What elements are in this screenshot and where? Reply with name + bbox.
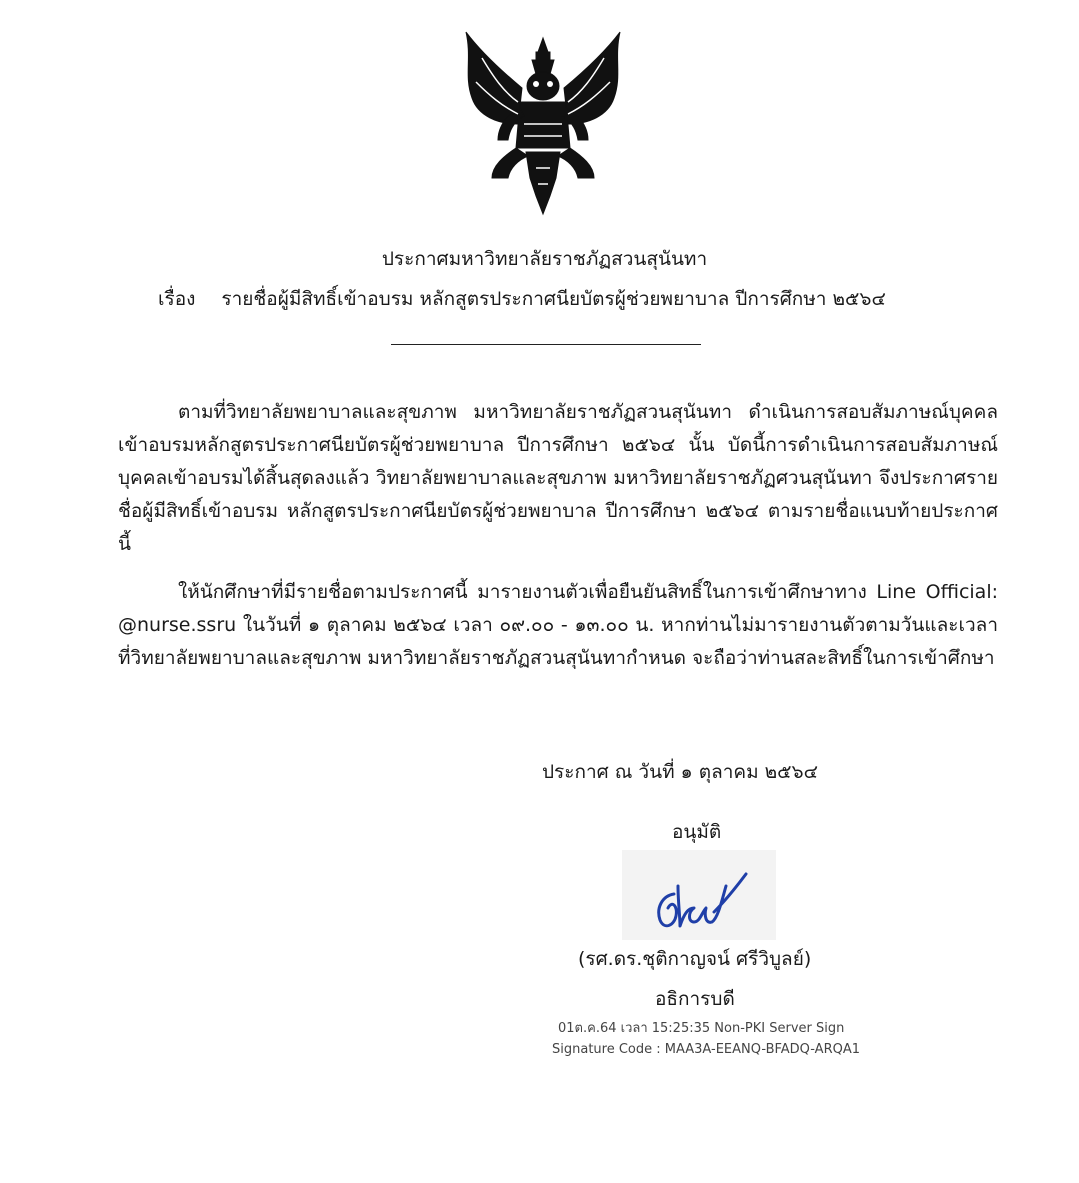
signer-position: อธิการบดี xyxy=(655,988,735,1010)
body-paragraph-2: ให้นักศึกษาที่มีรายชื่อตามประกาศนี้ มารายงานตัวเพื่อยืนยันสิทธิ์ในการเข้าศึกษาทาง Line Official: @nurse.ssru ในวันที่ ๑ ตุลาคม ๒๕๖๔ เวลา ๐๙.๐๐ - ๑๓.๐๐ น. หากท่านไม่มารายงานตัวตามวันและเวลาที่วิทยาลัยพยาบาลและสุขภาพ มหาวิทยาลัยราชภัฏสวนสุนันทากำหนด จะถือว่าท่านสละสิทธิ์ในการเข้าศึกษา xyxy=(118,581,998,669)
subject-text: รายชื่อผู้มีสิทธิ์เข้าอบรม หลักสูตรประกาศนียบัตรผู้ช่วยพยาบาล ปีการศึกษา ๒๕๖๔ xyxy=(221,288,886,310)
approve-label: อนุมัติ xyxy=(672,821,722,843)
handwritten-signature-icon xyxy=(622,850,776,940)
announcement-title: ประกาศมหาวิทยาลัยราชภัฏสวนสุนันทา xyxy=(381,248,708,270)
signature-area xyxy=(622,850,776,940)
divider xyxy=(391,344,701,345)
sign-timestamp: 01ต.ค.64 เวลา 15:25:35 Non-PKI Server Sign xyxy=(558,1021,845,1036)
body-paragraph-1: ตามที่วิทยาลัยพยาบาลและสุขภาพ มหาวิทยาลัยราชภัฏสวนสุนันทา ดำเนินการสอบสัมภาษณ์บุคคลเข้าอบรมหลักสูตรประกาศนียบัตรผู้ช่วยพยาบาล ปีการศึกษา ๒๕๖๔ นั้น บัดนี้การดำเนินการสอบสัมภาษณ์บุคคลเข้าอบรมได้สิ้นสุดลงแล้ว วิทยาลัยพยาบาลและสุขภาพ มหาวิทยาลัยราชภัฏศวนสุนันทา จึงประกาศรายชื่อผู้มีสิทธิ์เข้าอบรม หลักสูตรประกาศนียบัตรผู้ช่วยพยาบาล ปีการศึกษา ๒๕๖๔ ตามรายชื่อแนบท้ายประกาศนี้ xyxy=(118,401,998,555)
garuda-emblem-icon xyxy=(458,28,628,218)
announce-date: ประกาศ ณ วันที่ ๑ ตุลาคม ๒๕๖๔ xyxy=(542,761,819,783)
subject-line xyxy=(158,286,886,312)
signer-name: (รศ.ดร.ชุติกาญจน์ ศรีวิบูลย์) xyxy=(578,948,812,970)
signature-code: Signature Code : MAA3A-EEANQ-BFADQ-ARQA1 xyxy=(552,1042,861,1057)
subject-label: เรื่อง xyxy=(158,288,196,310)
